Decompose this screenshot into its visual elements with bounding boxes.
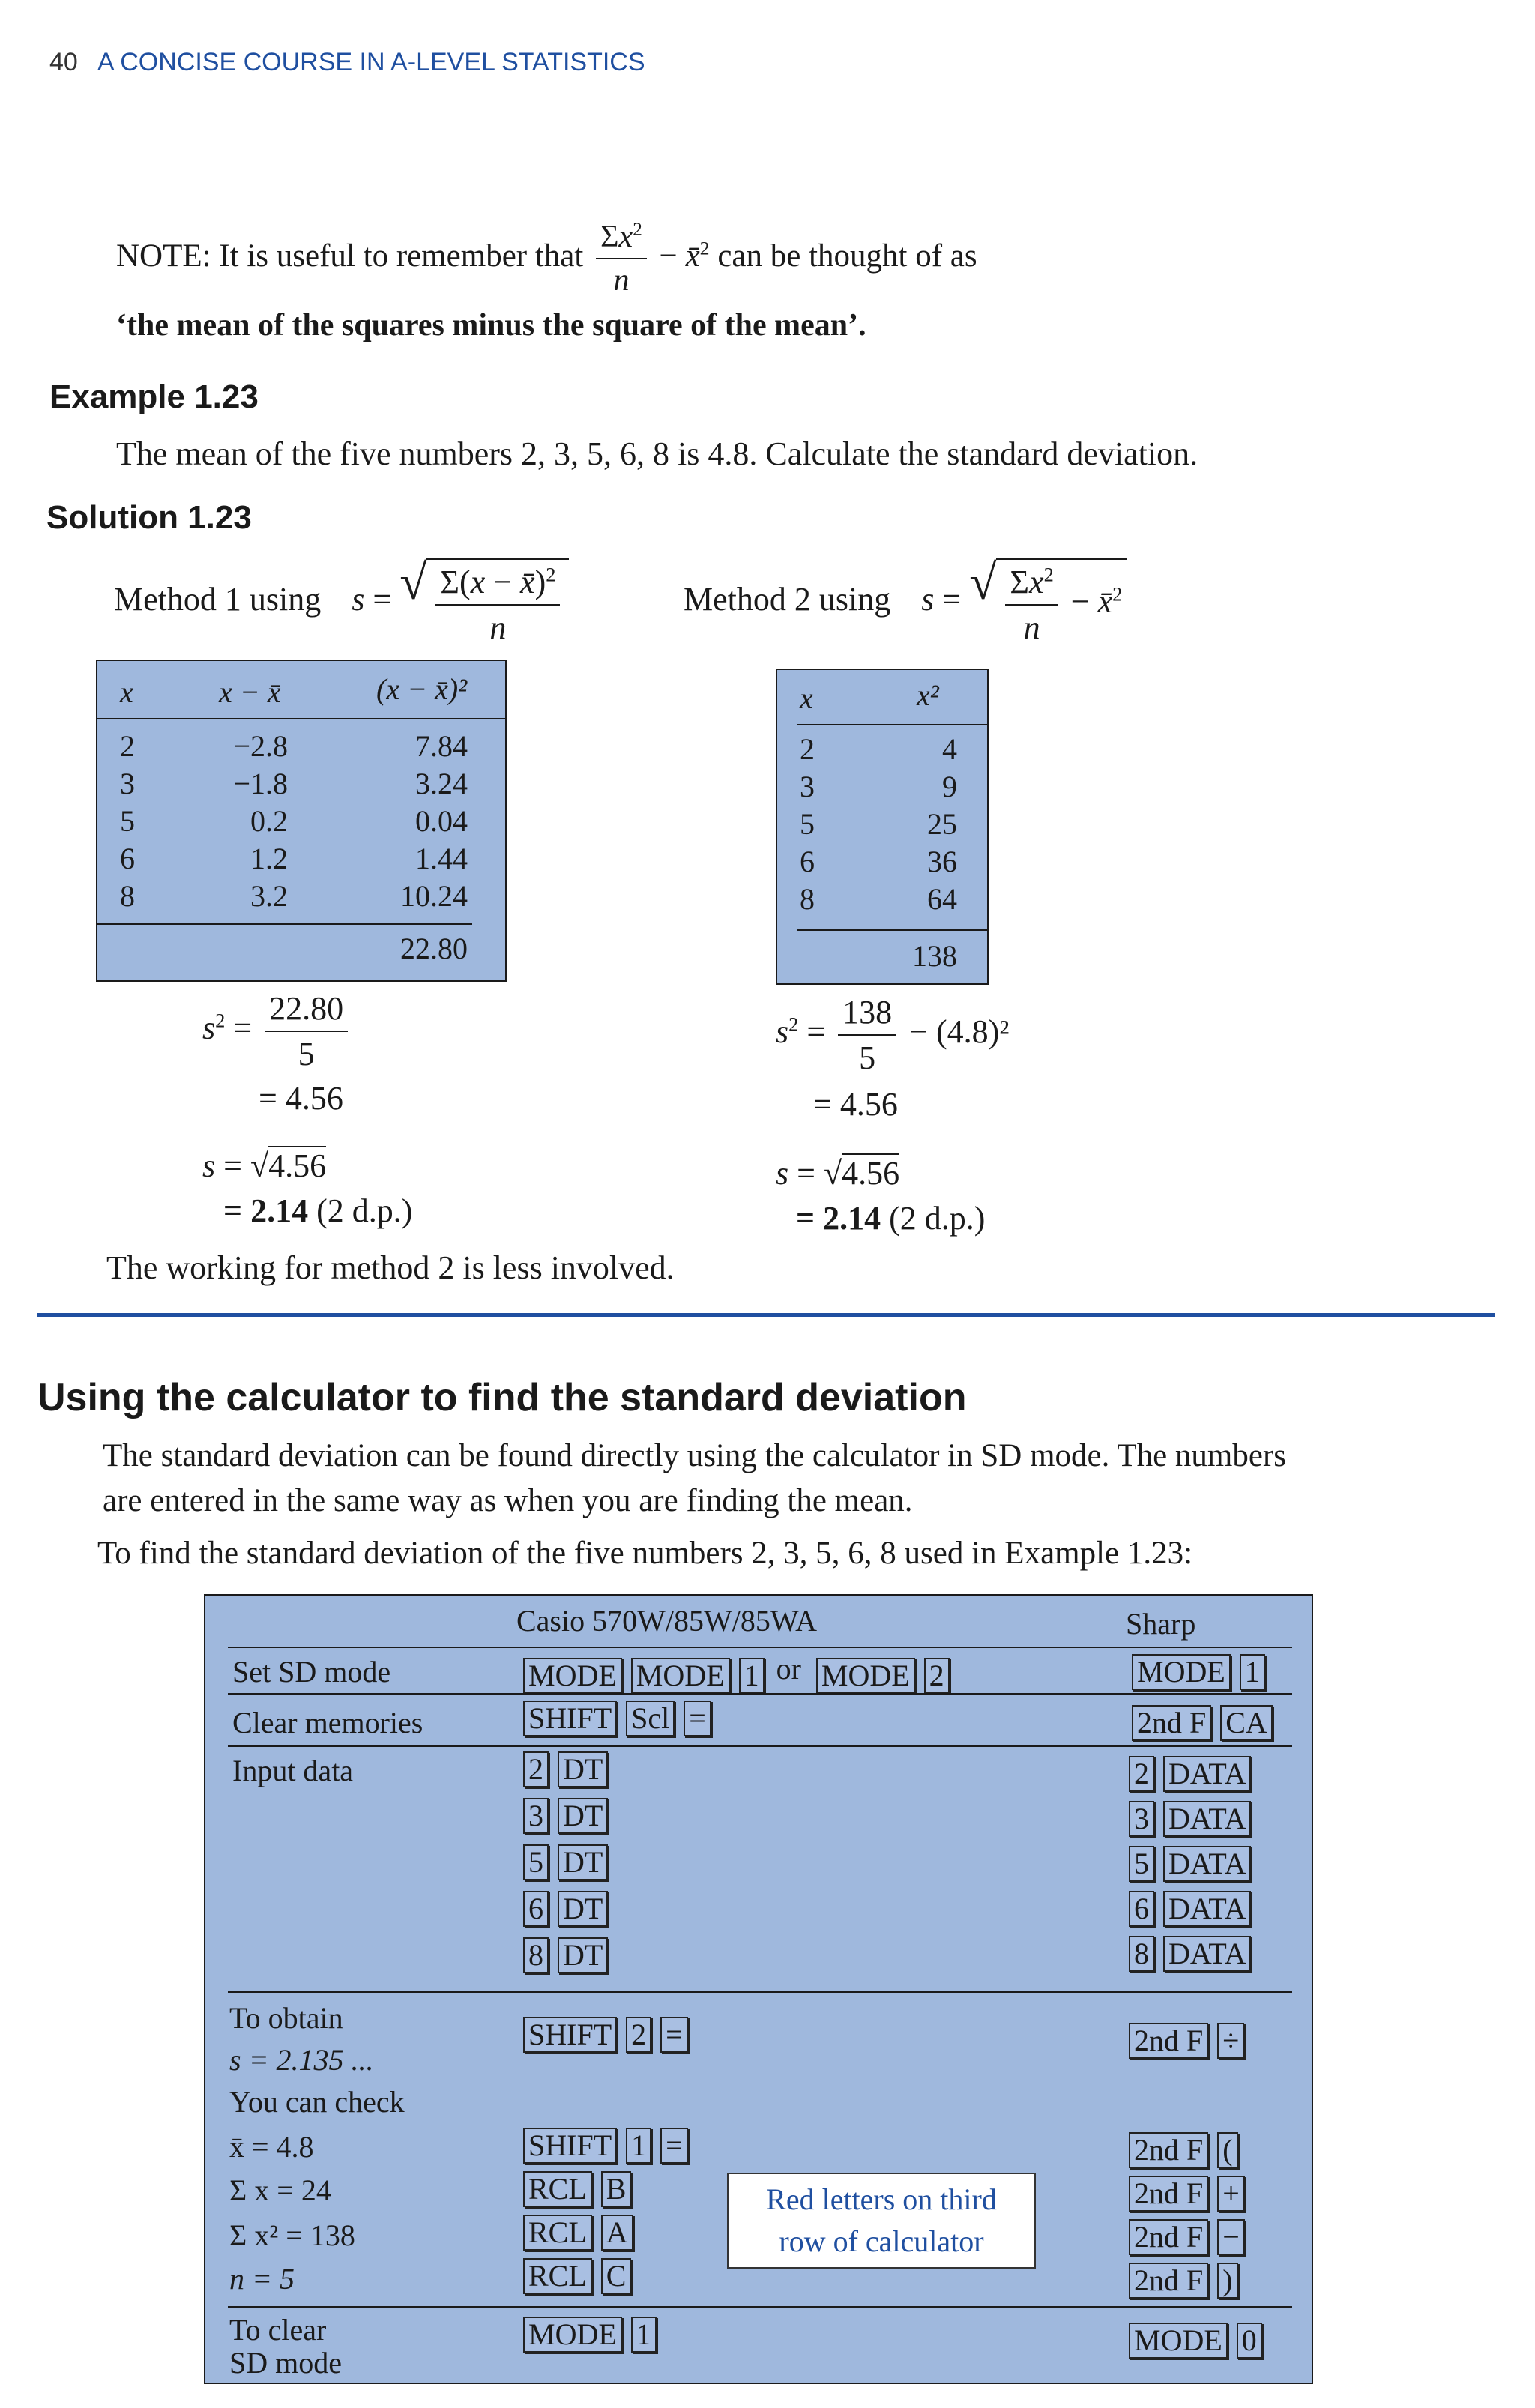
casio-input-row xyxy=(523,1937,617,1973)
key-shift: SHIFT xyxy=(523,2128,617,2164)
m2-calc-num: 138 xyxy=(838,993,896,1036)
casio-set-sd-keys xyxy=(523,1651,959,1694)
m2-x-cell: 5 xyxy=(800,807,815,841)
sharp-clear-keys xyxy=(1132,1705,1282,1741)
m1-dev-cell: 3.2 xyxy=(250,879,288,913)
m2-answer-line xyxy=(796,1199,985,1237)
note-line2: ‘the mean of the squares minus the square of the mean’. xyxy=(116,308,866,343)
key-dt: DT xyxy=(558,1937,608,1973)
m1-dev-cell: −2.8 xyxy=(233,729,288,763)
method1-table xyxy=(96,660,507,982)
m2-x-cell: 3 xyxy=(800,770,815,803)
sharp-input-row xyxy=(1129,1801,1260,1837)
key-b: B xyxy=(601,2171,632,2207)
key-mode: MODE xyxy=(631,1658,730,1694)
casio-obtain-keys xyxy=(523,2017,697,2053)
m1-total: 22.80 xyxy=(400,932,468,965)
key-1: 1 xyxy=(1240,1654,1265,1690)
m1-x-cell: 8 xyxy=(120,879,135,913)
m1-x-cell: 6 xyxy=(120,842,135,875)
m2-sq-cell: 64 xyxy=(927,882,957,916)
key-equals: = xyxy=(684,1701,711,1736)
m2-calc-tail: − (4.8)² xyxy=(909,1013,1010,1051)
m1-col-dev: x − x̄ xyxy=(219,675,281,709)
key-c: C xyxy=(601,2258,632,2294)
key-data: DATA xyxy=(1163,1936,1251,1972)
sharp-sumx-keys xyxy=(1129,2176,1254,2212)
col-sharp: Sharp xyxy=(1126,1607,1196,1641)
m1-col-x: x xyxy=(120,675,133,709)
sharp-xbar-keys xyxy=(1129,2132,1247,2168)
note-line1: NOTE: It is useful to remember that $\frac{\Sigma x^2}{n}$ − x̄$^2$ can be thought of as xyxy=(116,220,977,298)
method2-label: Method 2 using xyxy=(684,581,891,618)
key-2ndf: 2nd F xyxy=(1129,2023,1208,2059)
note-prefix: NOTE: It is useful to remember that xyxy=(116,238,584,274)
sharp-sumx2-keys xyxy=(1129,2219,1254,2255)
key-digit: 2 xyxy=(1129,1756,1154,1792)
key-rcl: RCL xyxy=(523,2171,592,2207)
sharp-obtain-keys xyxy=(1129,2023,1253,2059)
row-to-obtain: To obtain xyxy=(229,2001,343,2035)
key-divide: ÷ xyxy=(1217,2023,1244,2059)
m1-dev-cell: 1.2 xyxy=(250,842,288,875)
sqrt-formula-2: √ $\frac{\Sigma x^2}{n}$ − x̄$^2$ xyxy=(969,558,1127,647)
running-header: A CONCISE COURSE IN A-LEVEL STATISTICS xyxy=(97,48,645,76)
key-dt: DT xyxy=(558,1798,608,1834)
m2-x-cell: 6 xyxy=(800,845,815,878)
m1-col-sq: (x − x̄)² xyxy=(376,672,468,706)
m2-s-line: s = √4.56 xyxy=(776,1155,900,1192)
sharp-clear-sd-keys xyxy=(1129,2323,1271,2359)
m2-col-x: x xyxy=(800,681,813,715)
method2-formula: Method 2 using s = √ $\frac{\Sigma x^2}{n}$ − x̄$^2$ xyxy=(684,558,1127,647)
m2-sq-cell: 9 xyxy=(942,770,957,803)
row-n: n = 5 xyxy=(229,2262,295,2296)
sqrt-formula-1: √ $\frac{\Sigma(x - x̄)^2}{n}$ xyxy=(399,558,569,647)
key-data: DATA xyxy=(1163,1846,1251,1882)
row-you-can-check: You can check xyxy=(229,2085,405,2119)
key-shift: SHIFT xyxy=(523,1701,617,1736)
m1-sq-cell: 3.24 xyxy=(415,767,468,800)
key-equals: = xyxy=(660,2128,688,2164)
key-2ndf: 2nd F xyxy=(1132,1705,1211,1741)
key-digit: 6 xyxy=(1129,1891,1154,1927)
key-ca: CA xyxy=(1220,1705,1273,1741)
m1-calc-den: 5 xyxy=(298,1036,315,1072)
m2-sq-cell: 36 xyxy=(927,845,957,878)
m2-calc-den: 5 xyxy=(859,1039,876,1076)
sharp-n-keys xyxy=(1129,2263,1247,2299)
m1-variance: $s^2$ = $\frac{22.80}{5}$ xyxy=(202,989,352,1073)
key-rparen: ) xyxy=(1217,2263,1237,2299)
key-digit: 3 xyxy=(523,1798,549,1834)
key-2ndf: 2nd F xyxy=(1129,2219,1208,2255)
sharp-input-row xyxy=(1129,1846,1260,1882)
m1-sq-cell: 0.04 xyxy=(415,804,468,838)
m1-s-line: s = √4.56 xyxy=(202,1147,327,1184)
m2-variance: $s^2$ = $\frac{138}{5}$ − (4.8)² xyxy=(776,994,1010,1076)
key-minus: − xyxy=(1217,2219,1245,2255)
m2-total: 138 xyxy=(912,939,957,973)
key-data: DATA xyxy=(1163,1756,1251,1792)
key-shift: SHIFT xyxy=(523,2017,617,2053)
m1-sq-cell: 1.44 xyxy=(415,842,468,875)
example-heading: Example 1.23 xyxy=(49,378,259,415)
key-2ndf: 2nd F xyxy=(1129,2132,1208,2168)
casio-clear-sd-keys xyxy=(523,2317,666,2353)
m1-dev-cell: 0.2 xyxy=(250,804,288,838)
m2-sq-cell: 25 xyxy=(927,807,957,841)
m2-x-cell: 2 xyxy=(800,732,815,766)
method2-table xyxy=(776,669,989,985)
casio-input-row xyxy=(523,1751,617,1787)
m1-dev-cell: −1.8 xyxy=(233,767,288,800)
callout-line1: Red letters on third xyxy=(766,2182,997,2216)
key-digit: 5 xyxy=(1129,1846,1154,1882)
example-text: The mean of the five numbers 2, 3, 5, 6, 8 is 4.8. Calculate the standard deviation. xyxy=(116,435,1198,472)
m2-sq-cell: 4 xyxy=(942,732,957,766)
key-a: A xyxy=(601,2215,633,2251)
m1-x-cell: 3 xyxy=(120,767,135,800)
m2-answer-note: (2 d.p.) xyxy=(889,1200,986,1237)
section-para1-line2: are entered in the same way as when you are finding the mean. xyxy=(103,1483,913,1518)
row-sumx: Σ x = 24 xyxy=(229,2173,331,2207)
casio-xbar-keys xyxy=(523,2128,697,2164)
key-digit: 8 xyxy=(1129,1936,1154,1972)
key-digit: 2 xyxy=(523,1751,549,1787)
conclusion: The working for method 2 is less involved. xyxy=(106,1249,675,1286)
m2-variance-result: = 4.56 xyxy=(813,1086,898,1123)
casio-clear-keys xyxy=(523,1701,720,1736)
key-digit: 3 xyxy=(1129,1801,1154,1837)
key-data: DATA xyxy=(1163,1801,1251,1837)
key-scl: Scl xyxy=(626,1701,675,1736)
or-text: or xyxy=(776,1652,801,1686)
m1-x-cell: 2 xyxy=(120,729,135,763)
key-dt: DT xyxy=(558,1891,608,1927)
row-set-sd: Set SD mode xyxy=(232,1655,391,1689)
key-2: 2 xyxy=(626,2017,651,2053)
key-dt: DT xyxy=(558,1844,608,1880)
m1-answer-line xyxy=(223,1192,412,1230)
m1-answer-note: (2 d.p.) xyxy=(316,1192,413,1229)
casio-sumx2-keys xyxy=(523,2215,642,2251)
casio-input-row xyxy=(523,1798,617,1834)
m1-sq-cell: 10.24 xyxy=(400,879,468,913)
key-2ndf: 2nd F xyxy=(1129,2263,1208,2299)
key-data: DATA xyxy=(1163,1891,1251,1927)
m1-answer: = 2.14 xyxy=(223,1192,309,1229)
sharp-input-row xyxy=(1129,1756,1260,1792)
key-digit: 8 xyxy=(523,1937,549,1973)
m1-sq-cell: 7.84 xyxy=(415,729,468,763)
method1-label: Method 1 using xyxy=(114,581,322,618)
note-fraction: $\frac{\Sigma x^2}{n}$ xyxy=(596,219,647,298)
page-number: 40 xyxy=(49,48,78,76)
key-digit: 6 xyxy=(523,1891,549,1927)
key-1: 1 xyxy=(626,2128,651,2164)
key-1: 1 xyxy=(631,2317,657,2353)
key-mode: MODE xyxy=(1132,1654,1231,1690)
casio-sumx-keys xyxy=(523,2171,640,2207)
row-sd-mode: SD mode xyxy=(229,2346,342,2380)
key-mode: MODE xyxy=(816,1658,915,1694)
row-sumx2: Σ x² = 138 xyxy=(229,2218,355,2252)
key-mode: MODE xyxy=(523,2317,622,2353)
col-casio: Casio 570W/85W/85WA xyxy=(516,1604,818,1638)
key-rcl: RCL xyxy=(523,2215,592,2251)
method1-formula: Method 1 using s = √ $\frac{\Sigma(x - x̄)^2}{n}$ xyxy=(114,558,569,647)
key-equals: = xyxy=(660,2017,688,2053)
casio-input-row xyxy=(523,1891,617,1927)
callout-box xyxy=(727,2173,1036,2269)
key-mode: MODE xyxy=(1129,2323,1228,2359)
casio-input-row xyxy=(523,1844,617,1880)
section-para2: To find the standard deviation of the five numbers 2, 3, 5, 6, 8 used in Example 1.23: xyxy=(97,1536,1193,1571)
key-1: 1 xyxy=(739,1658,765,1694)
note-suffix: can be thought of as xyxy=(717,238,977,274)
section-heading: Using the calculator to find the standard deviation xyxy=(37,1376,967,1419)
key-mode: MODE xyxy=(523,1658,622,1694)
m2-answer: = 2.14 xyxy=(796,1200,881,1237)
row-s-value: s = 2.135 ... xyxy=(229,2043,374,2077)
key-2ndf: 2nd F xyxy=(1129,2176,1208,2212)
row-to-clear: To clear xyxy=(229,2313,327,2347)
m2-x-cell: 8 xyxy=(800,882,815,916)
solution-heading: Solution 1.23 xyxy=(46,499,252,536)
key-digit: 5 xyxy=(523,1844,549,1880)
calculator-table xyxy=(204,1594,1313,2384)
key-plus: + xyxy=(1217,2176,1245,2212)
key-rcl: RCL xyxy=(523,2258,592,2294)
sharp-input-row xyxy=(1129,1936,1260,1972)
m1-calc-num: 22.80 xyxy=(265,989,348,1032)
key-dt: DT xyxy=(558,1751,608,1787)
row-input-data: Input data xyxy=(232,1754,354,1787)
row-xbar: x̄ = 4.8 xyxy=(229,2130,314,2164)
section-divider xyxy=(37,1313,1495,1317)
section-para1-line1: The standard deviation can be found directly using the calculator in SD mode. The numbers xyxy=(103,1438,1287,1473)
key-2: 2 xyxy=(924,1658,950,1694)
key-0: 0 xyxy=(1237,2323,1262,2359)
sharp-set-sd-keys xyxy=(1132,1654,1274,1690)
m1-variance-result: = 4.56 xyxy=(259,1080,343,1117)
casio-n-keys xyxy=(523,2258,640,2294)
callout-line2: row of calculator xyxy=(779,2224,984,2258)
row-clear-memories: Clear memories xyxy=(232,1706,423,1739)
m2-col-sq: x² xyxy=(917,678,939,712)
key-lparen: ( xyxy=(1217,2132,1237,2168)
sharp-input-row xyxy=(1129,1891,1260,1927)
m1-x-cell: 5 xyxy=(120,804,135,838)
